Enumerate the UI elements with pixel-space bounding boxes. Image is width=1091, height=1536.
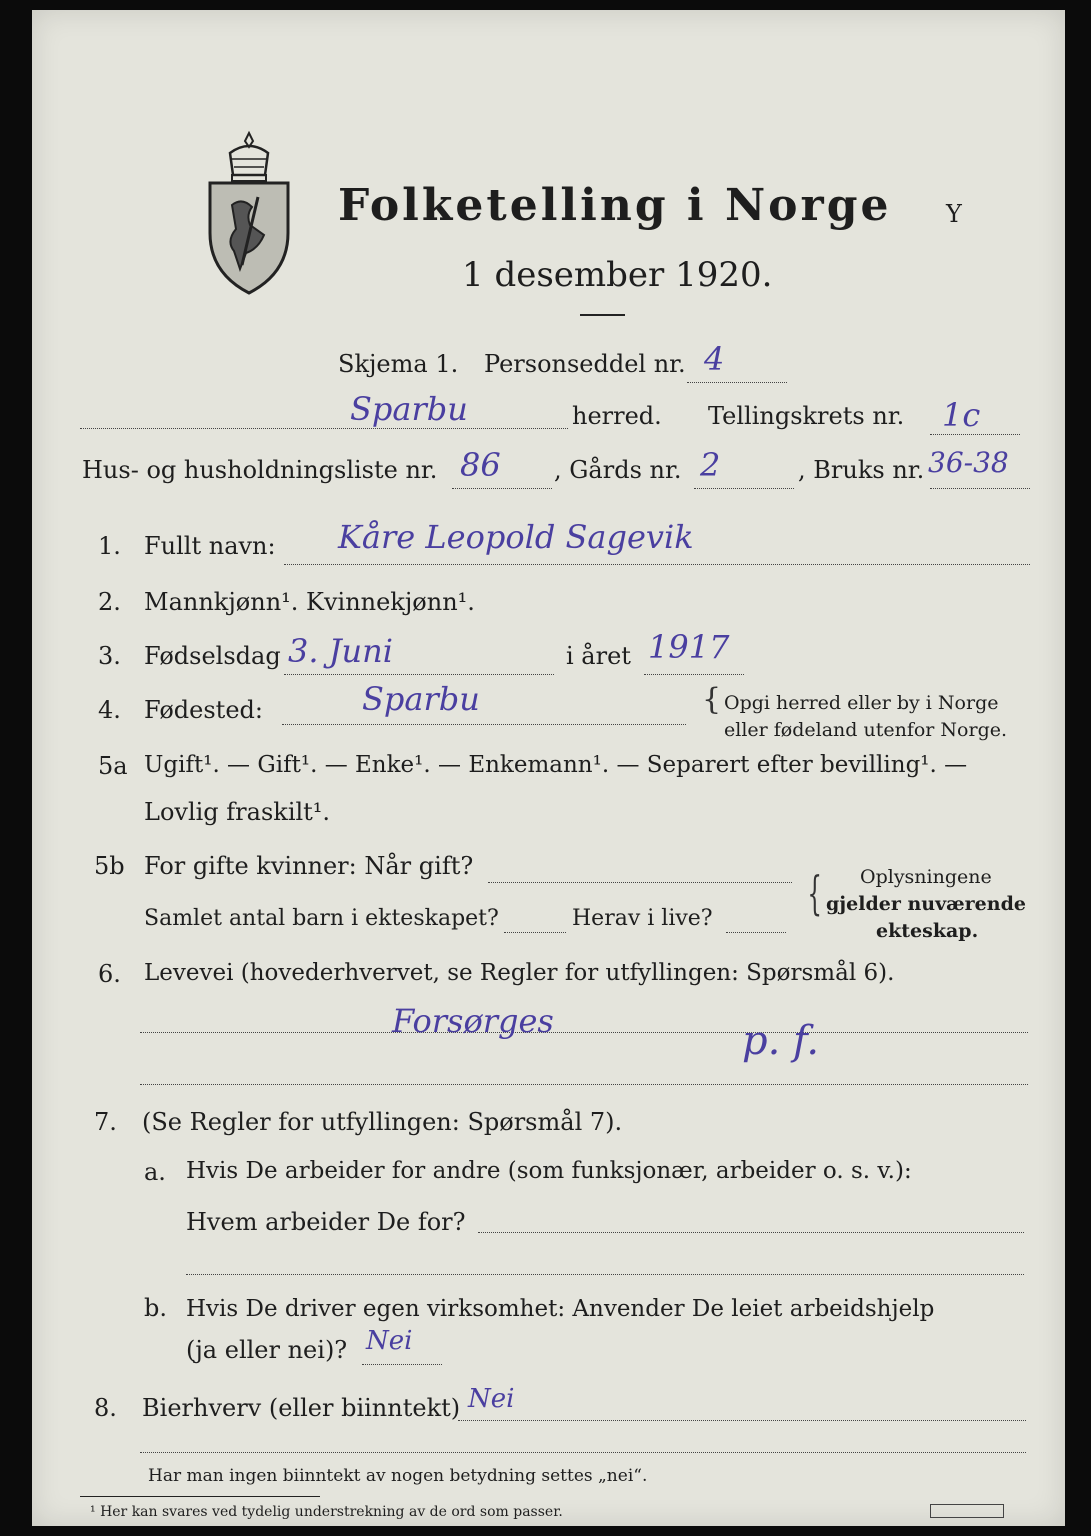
- q3-year-value: 1917: [648, 628, 730, 666]
- herred-line: [80, 428, 568, 429]
- q1-value: Kåre Leopold Sagevik: [338, 518, 694, 556]
- q7b-value: Nei: [366, 1326, 413, 1356]
- personseddel-label: Personseddel nr.: [484, 350, 686, 378]
- q7b-line: [362, 1364, 442, 1365]
- q2-number: 2.: [98, 588, 121, 616]
- title-divider: [580, 314, 625, 316]
- q3-day-line: [284, 674, 554, 675]
- q6-value: Forsørges: [392, 1002, 554, 1040]
- q5b-note2-text: gjelder nuværende: [826, 893, 1026, 915]
- bruks-line: [930, 488, 1030, 489]
- q4-note-line1: Opgi herred eller by i Norge: [724, 692, 999, 714]
- q5b-note2: [826, 891, 1026, 918]
- gards-value: 2: [700, 446, 721, 484]
- q2-label: Mannkjønn¹. Kvinnekjønn¹.: [144, 588, 475, 616]
- q7a-line2: [186, 1274, 1024, 1275]
- q4-number: 4.: [98, 696, 121, 724]
- printer-stamp: [930, 1504, 1004, 1518]
- q8-line1: [458, 1420, 1026, 1421]
- footnote: ¹ Her kan svares ved tydelig understrekning av de ord som passer.: [90, 1504, 563, 1520]
- personseddel-line: [687, 382, 787, 383]
- footer-note: Har man ingen biinntekt av nogen betydning settes „nei“.: [148, 1466, 648, 1486]
- bruks-label: , Bruks nr.: [798, 456, 925, 484]
- census-date: 1 desember 1920.: [462, 255, 773, 295]
- tellingskrets-line: [930, 434, 1020, 435]
- q7b-question: (ja eller nei)?: [186, 1336, 348, 1364]
- q3-year-line: [644, 674, 744, 675]
- personseddel-value: 4: [704, 340, 725, 378]
- q5a-number: 5a: [98, 752, 128, 780]
- q7-number: 7.: [94, 1108, 117, 1136]
- q5b-label2: Samlet antal barn i ekteskapet?: [144, 906, 499, 931]
- q1-label: Fullt navn:: [144, 532, 276, 560]
- q4-label: Fødested:: [144, 696, 263, 724]
- q5b-note1: Oplysningene: [860, 866, 992, 888]
- herred-value: Sparbu: [350, 390, 468, 428]
- q3-number: 3.: [98, 642, 121, 670]
- q4-note-line2: eller fødeland utenfor Norge.: [724, 719, 1008, 741]
- q7a-line1: [478, 1232, 1024, 1233]
- q1-line: [284, 564, 1030, 565]
- q5b-note3: ekteskap.: [876, 920, 979, 942]
- q4-line: [282, 724, 686, 725]
- q5b-alive-line: [726, 932, 786, 933]
- q8-number: 8.: [94, 1394, 117, 1422]
- q6-line2: [140, 1084, 1028, 1085]
- q4-value: Sparbu: [362, 680, 480, 718]
- q5b-children-line: [504, 932, 566, 933]
- herred-label: herred.: [572, 402, 662, 430]
- q7a-text: Hvis De arbeider for andre (som funksjonær, arbeider o. s. v.):: [186, 1158, 912, 1184]
- bruks-value: 36-38: [928, 446, 1009, 479]
- q5a-line1: Ugift¹. — Gift¹. — Enke¹. — Enkemann¹. — Separert efter bevilling¹. —: [144, 752, 968, 778]
- q6-number: 6.: [98, 960, 121, 988]
- q5b-label1: For gifte kvinner: Når gift?: [144, 852, 474, 880]
- hus-value: 86: [460, 446, 501, 484]
- q8-value: Nei: [468, 1384, 515, 1414]
- q8-line2: [140, 1452, 1026, 1453]
- hus-line: [452, 488, 552, 489]
- schema-label: Skjema 1.: [338, 350, 459, 378]
- q3-year-label: i året: [566, 642, 631, 670]
- q5b-brace: {: [807, 866, 822, 920]
- q7-label: (Se Regler for utfyllingen: Spørsmål 7).: [142, 1108, 623, 1136]
- q5b-married-line: [488, 882, 792, 883]
- hus-label: Hus- og husholdningsliste nr.: [82, 456, 438, 484]
- footnote-divider: [80, 1496, 320, 1497]
- q4-brace: {: [702, 682, 722, 717]
- q7b-text: Hvis De driver egen virksomhet: Anvender De leiet arbeidshjelp: [186, 1296, 935, 1322]
- tellingskrets-label: Tellingskrets nr.: [708, 402, 905, 430]
- tellingskrets-value: 1c: [942, 396, 981, 434]
- census-form: [32, 10, 1065, 1526]
- q8-label: Bierhverv (eller biinntekt): [142, 1394, 461, 1422]
- q7a-letter: a.: [144, 1158, 166, 1186]
- q3-label: Fødselsdag: [144, 642, 281, 670]
- q6-line1: [140, 1032, 1028, 1033]
- margin-mark: Y: [946, 200, 962, 228]
- q5b-label3: Herav i live?: [572, 906, 713, 931]
- gards-line: [694, 488, 794, 489]
- q6-value2: p. f.: [742, 1018, 820, 1064]
- q5a-line2: Lovlig fraskilt¹.: [144, 798, 331, 826]
- q7b-letter: b.: [144, 1294, 167, 1322]
- form-title: Folketelling i Norge: [338, 180, 892, 231]
- gards-label: , Gårds nr.: [554, 456, 682, 484]
- q6-label: Levevei (hovederhvervet, se Regler for utfyllingen: Spørsmål 6).: [144, 960, 895, 986]
- q5b-number: 5b: [94, 852, 125, 880]
- q3-day-value: 3. Juni: [288, 632, 393, 670]
- q7a-question: Hvem arbeider De for?: [186, 1208, 466, 1236]
- coat-of-arms-icon: [202, 125, 297, 295]
- q1-number: 1.: [98, 532, 121, 560]
